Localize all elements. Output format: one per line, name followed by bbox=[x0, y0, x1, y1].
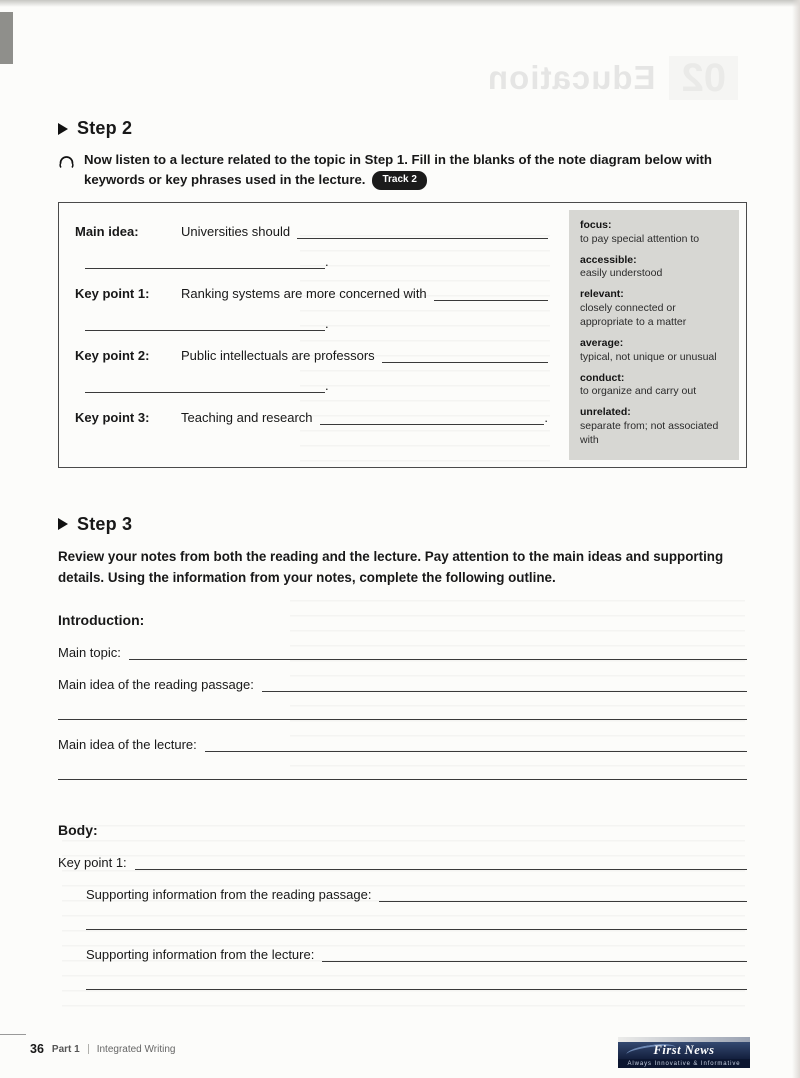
vocab-entry bbox=[580, 288, 728, 329]
footer-section: Part 1 bbox=[51, 1043, 80, 1055]
lecture-idea-label: Main idea of the lecture: bbox=[58, 737, 197, 753]
vocab-definition: typical, not unique or unusual bbox=[580, 350, 717, 363]
blank-line bbox=[129, 645, 747, 660]
note-row bbox=[75, 410, 548, 425]
vocab-entry bbox=[580, 219, 728, 246]
track-badge: Track 2 bbox=[372, 171, 426, 190]
footer-section-title: Integrated Writing bbox=[96, 1043, 176, 1055]
logo-main-band bbox=[618, 1042, 750, 1059]
note-row bbox=[75, 224, 548, 239]
key-point-row bbox=[58, 855, 747, 870]
publisher-name: First News bbox=[653, 1043, 715, 1057]
blank-line bbox=[135, 855, 747, 870]
footer-tick-line bbox=[0, 1034, 26, 1035]
note-group-key-point-3 bbox=[75, 410, 548, 425]
bleedthrough-unit-title: Education bbox=[486, 59, 656, 96]
note-label-key-point-3: Key point 3: bbox=[75, 409, 150, 425]
vocab-term: conduct: bbox=[580, 371, 625, 384]
note-continuation-row bbox=[85, 316, 548, 331]
publisher-tagline: Always Innovative & Informative bbox=[618, 1059, 750, 1068]
step2-heading bbox=[58, 118, 747, 139]
vocab-term: average: bbox=[580, 336, 624, 349]
note-text-main-idea: Universities should bbox=[181, 223, 291, 239]
supporting-lecture-label: Supporting information from the lecture: bbox=[86, 947, 315, 963]
step2-instruction-text bbox=[84, 150, 747, 191]
note-group-key-point-2 bbox=[75, 348, 548, 393]
step2-heading-label: Step 2 bbox=[77, 118, 133, 138]
note-group-main-idea bbox=[75, 224, 548, 269]
page-number: 36 bbox=[30, 1042, 44, 1056]
main-topic-label: Main topic: bbox=[58, 645, 121, 661]
blank-line bbox=[205, 737, 747, 752]
supporting-lecture-row bbox=[86, 947, 747, 962]
blank-line bbox=[297, 224, 548, 239]
key-point-label: Key point 1: bbox=[58, 855, 127, 871]
vocab-term: unrelated: bbox=[580, 406, 631, 419]
page-footer bbox=[0, 1034, 800, 1078]
vocab-entry bbox=[580, 337, 728, 364]
blank-line bbox=[382, 348, 548, 363]
vocab-definition: separate from; not associated with bbox=[580, 420, 719, 446]
blank-line bbox=[379, 887, 747, 902]
note-text-key-point-1: Ranking systems are more concerned with bbox=[181, 285, 427, 301]
blank-line bbox=[86, 984, 747, 990]
blank-line bbox=[86, 924, 747, 930]
headphone-icon bbox=[58, 150, 76, 191]
step-marker-triangle-icon bbox=[58, 518, 68, 530]
vocab-term: accessible: bbox=[580, 253, 637, 266]
blank-line bbox=[58, 714, 747, 720]
blank-line bbox=[85, 254, 325, 269]
blank-line bbox=[320, 410, 545, 425]
blank-line bbox=[322, 947, 747, 962]
note-row bbox=[75, 348, 548, 363]
step3-heading-label: Step 3 bbox=[77, 513, 133, 534]
vocab-definition: easily understood bbox=[580, 267, 663, 280]
blank-line bbox=[434, 286, 548, 301]
step3-heading bbox=[58, 514, 747, 535]
vocab-definition: to pay special attention to bbox=[580, 232, 700, 245]
body-label: Body: bbox=[58, 822, 98, 839]
note-continuation-row bbox=[85, 378, 548, 393]
note-label-key-point-2: Key point 2: bbox=[75, 347, 150, 363]
footer-pagination bbox=[30, 1042, 175, 1056]
bleedthrough-unit-number: 02 bbox=[670, 56, 739, 100]
vocab-definition: closely connected or appropriate to a matter bbox=[580, 302, 687, 328]
reading-idea-label: Main idea of the reading passage: bbox=[58, 677, 254, 693]
blank-line bbox=[262, 677, 747, 692]
step2-instruction bbox=[58, 150, 747, 191]
vocab-definition: to organize and carry out bbox=[580, 385, 697, 398]
vocab-entry bbox=[580, 372, 728, 399]
reading-idea-row bbox=[58, 677, 747, 692]
note-diagram-box bbox=[58, 202, 747, 468]
blank-line bbox=[85, 316, 325, 331]
introduction-label: Introduction: bbox=[58, 612, 145, 629]
period-mark: . bbox=[325, 253, 329, 269]
main-topic-row bbox=[58, 645, 747, 660]
note-row bbox=[75, 286, 548, 301]
vocab-entry bbox=[580, 406, 728, 447]
lecture-idea-row bbox=[58, 737, 747, 752]
footer-divider bbox=[88, 1044, 89, 1054]
vocab-term: relevant: bbox=[580, 288, 624, 301]
step2-instruction-body: Now listen to a lecture related to the topic in Step 1. Fill in the blanks of the note diagram below with keywords or key phrases used in the lecture. bbox=[84, 152, 712, 188]
period-mark: . bbox=[544, 409, 548, 425]
note-text-key-point-2: Public intellectuals are professors bbox=[181, 347, 375, 363]
period-mark: . bbox=[325, 377, 329, 393]
vocabulary-box bbox=[569, 210, 739, 460]
step-marker-triangle-icon bbox=[58, 123, 68, 135]
blank-line bbox=[85, 378, 325, 393]
note-text-key-point-3: Teaching and research bbox=[181, 409, 313, 425]
step3-instruction: Review your notes from both the reading and the lecture. Pay attention to the main ideas and supporting details. Using the information from your notes, complete the following outline. bbox=[58, 548, 724, 585]
blank-line bbox=[58, 774, 747, 780]
supporting-reading-row bbox=[86, 887, 747, 902]
note-label-main-idea: Main idea: bbox=[75, 223, 139, 239]
supporting-reading-label: Supporting information from the reading passage: bbox=[86, 887, 372, 903]
period-mark: . bbox=[325, 315, 329, 331]
vocab-term: focus: bbox=[580, 218, 612, 231]
note-group-key-point-1 bbox=[75, 286, 548, 331]
note-continuation-row bbox=[85, 254, 548, 269]
publisher-logo bbox=[618, 1037, 750, 1068]
note-label-key-point-1: Key point 1: bbox=[75, 285, 150, 301]
vocab-entry bbox=[580, 254, 728, 281]
